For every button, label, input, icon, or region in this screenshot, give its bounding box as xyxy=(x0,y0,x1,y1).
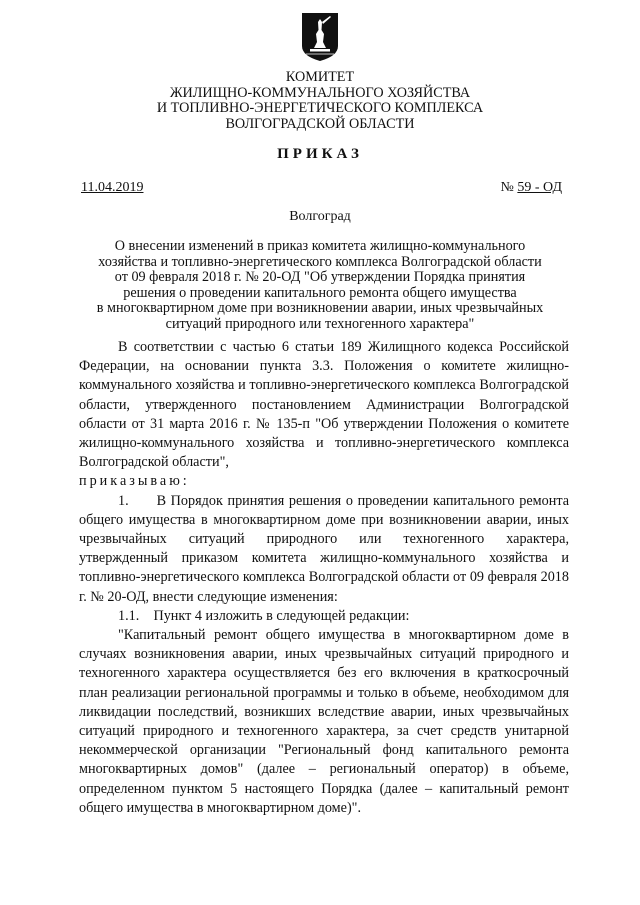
number-value: 59 - ОД xyxy=(517,180,562,195)
subject-line: решения о проведении капитального ремонта общего имущества xyxy=(123,284,517,301)
date-value: 11.04.2019 xyxy=(81,180,144,195)
item-1-1-paragraph: 1.1. Пункт 4 изложить в следующей редакции: xyxy=(118,607,410,624)
document-number xyxy=(501,180,562,196)
number-prefix: № xyxy=(500,180,514,195)
org-line: КОМИТЕТ xyxy=(285,69,355,85)
document-date xyxy=(81,180,143,196)
document-body xyxy=(79,338,573,818)
document-subject xyxy=(0,239,640,333)
city: Волгоград xyxy=(289,209,351,224)
subject-line: ситуаций природного или техногенного характера" xyxy=(165,315,475,332)
subject-line: О внесении изменений в приказ комитета жилищно-коммунального xyxy=(114,238,526,254)
volgograd-emblem-icon xyxy=(301,12,339,62)
preamble-paragraph: В соответствии с частью 6 статьи 189 Жилищного кодекса Российской Федерации, на основании пункта 3.3. Положения о комитете жилищно-коммунального хозяйства и топливно-энергетического комплекса Волгоградской области, утвержденного постановлением Администрации Волгоградской области от 31 марта 2016 г. № 135-п "Об утверждении Положения о комитете жилищно-коммунального хозяйства и топливно-энергетического комплекса Волгоградской области", xyxy=(79,339,569,471)
org-line: ЖИЛИЩНО-КОММУНАЛЬНОГО ХОЗЯЙСТВА xyxy=(169,84,471,101)
item-1-paragraph: 1. В Порядок принятия решения о проведении капитального ремонта общего имущества в многоквартирном доме при возникновении аварии, иных чрезвычайных ситуаций природного или техногенного характера, утвержденный приказом комитета жилищно-коммунального хозяйства и топливно-энергетического комплекса Волгоградской области от 09 февраля 2018 г. № 20-ОД, внести следующие изменения: xyxy=(79,492,573,605)
document-type: ПРИКАЗ xyxy=(277,146,363,162)
organization-name xyxy=(0,70,640,132)
subject-line: от 09 февраля 2018 г. № 20-ОД "Об утверждении Порядка принятия xyxy=(114,269,526,286)
org-line: И ТОПЛИВНО-ЭНЕРГЕТИЧЕСКОГО КОМПЛЕКСА xyxy=(156,100,484,117)
subject-line: в многоквартирном доме при возникновении аварии, иных чрезвычайных xyxy=(96,300,544,317)
subject-line: хозяйства и топливно-энергетического комплекса Волгоградской области xyxy=(98,253,542,270)
org-line: ВОЛГОГРАДСКОЙ ОБЛАСТИ xyxy=(225,115,415,132)
order-word: приказываю: xyxy=(79,473,190,490)
quoted-text-paragraph: "Капитальный ремонт общего имущества в многоквартирном доме в случаях возникновения аварии, иных чрезвычайных ситуаций природного и техногенного характера осуществляется без его включения в краткосрочный план реализации региональной программы и только в объеме, необходимом для ликвидации последствий, возникших вследствие аварии, иных чрезвычайных ситуаций природного и техногенного характера, за счет средств унитарной некоммерческой организации "Региональный фонд капитального ремонта многоквартирных домов" (далее – региональный оператор) в объеме, определенном пунктом 5 настоящего Порядка (далее – капитальный ремонт общего имущества в многоквартирном доме)". xyxy=(79,627,569,816)
